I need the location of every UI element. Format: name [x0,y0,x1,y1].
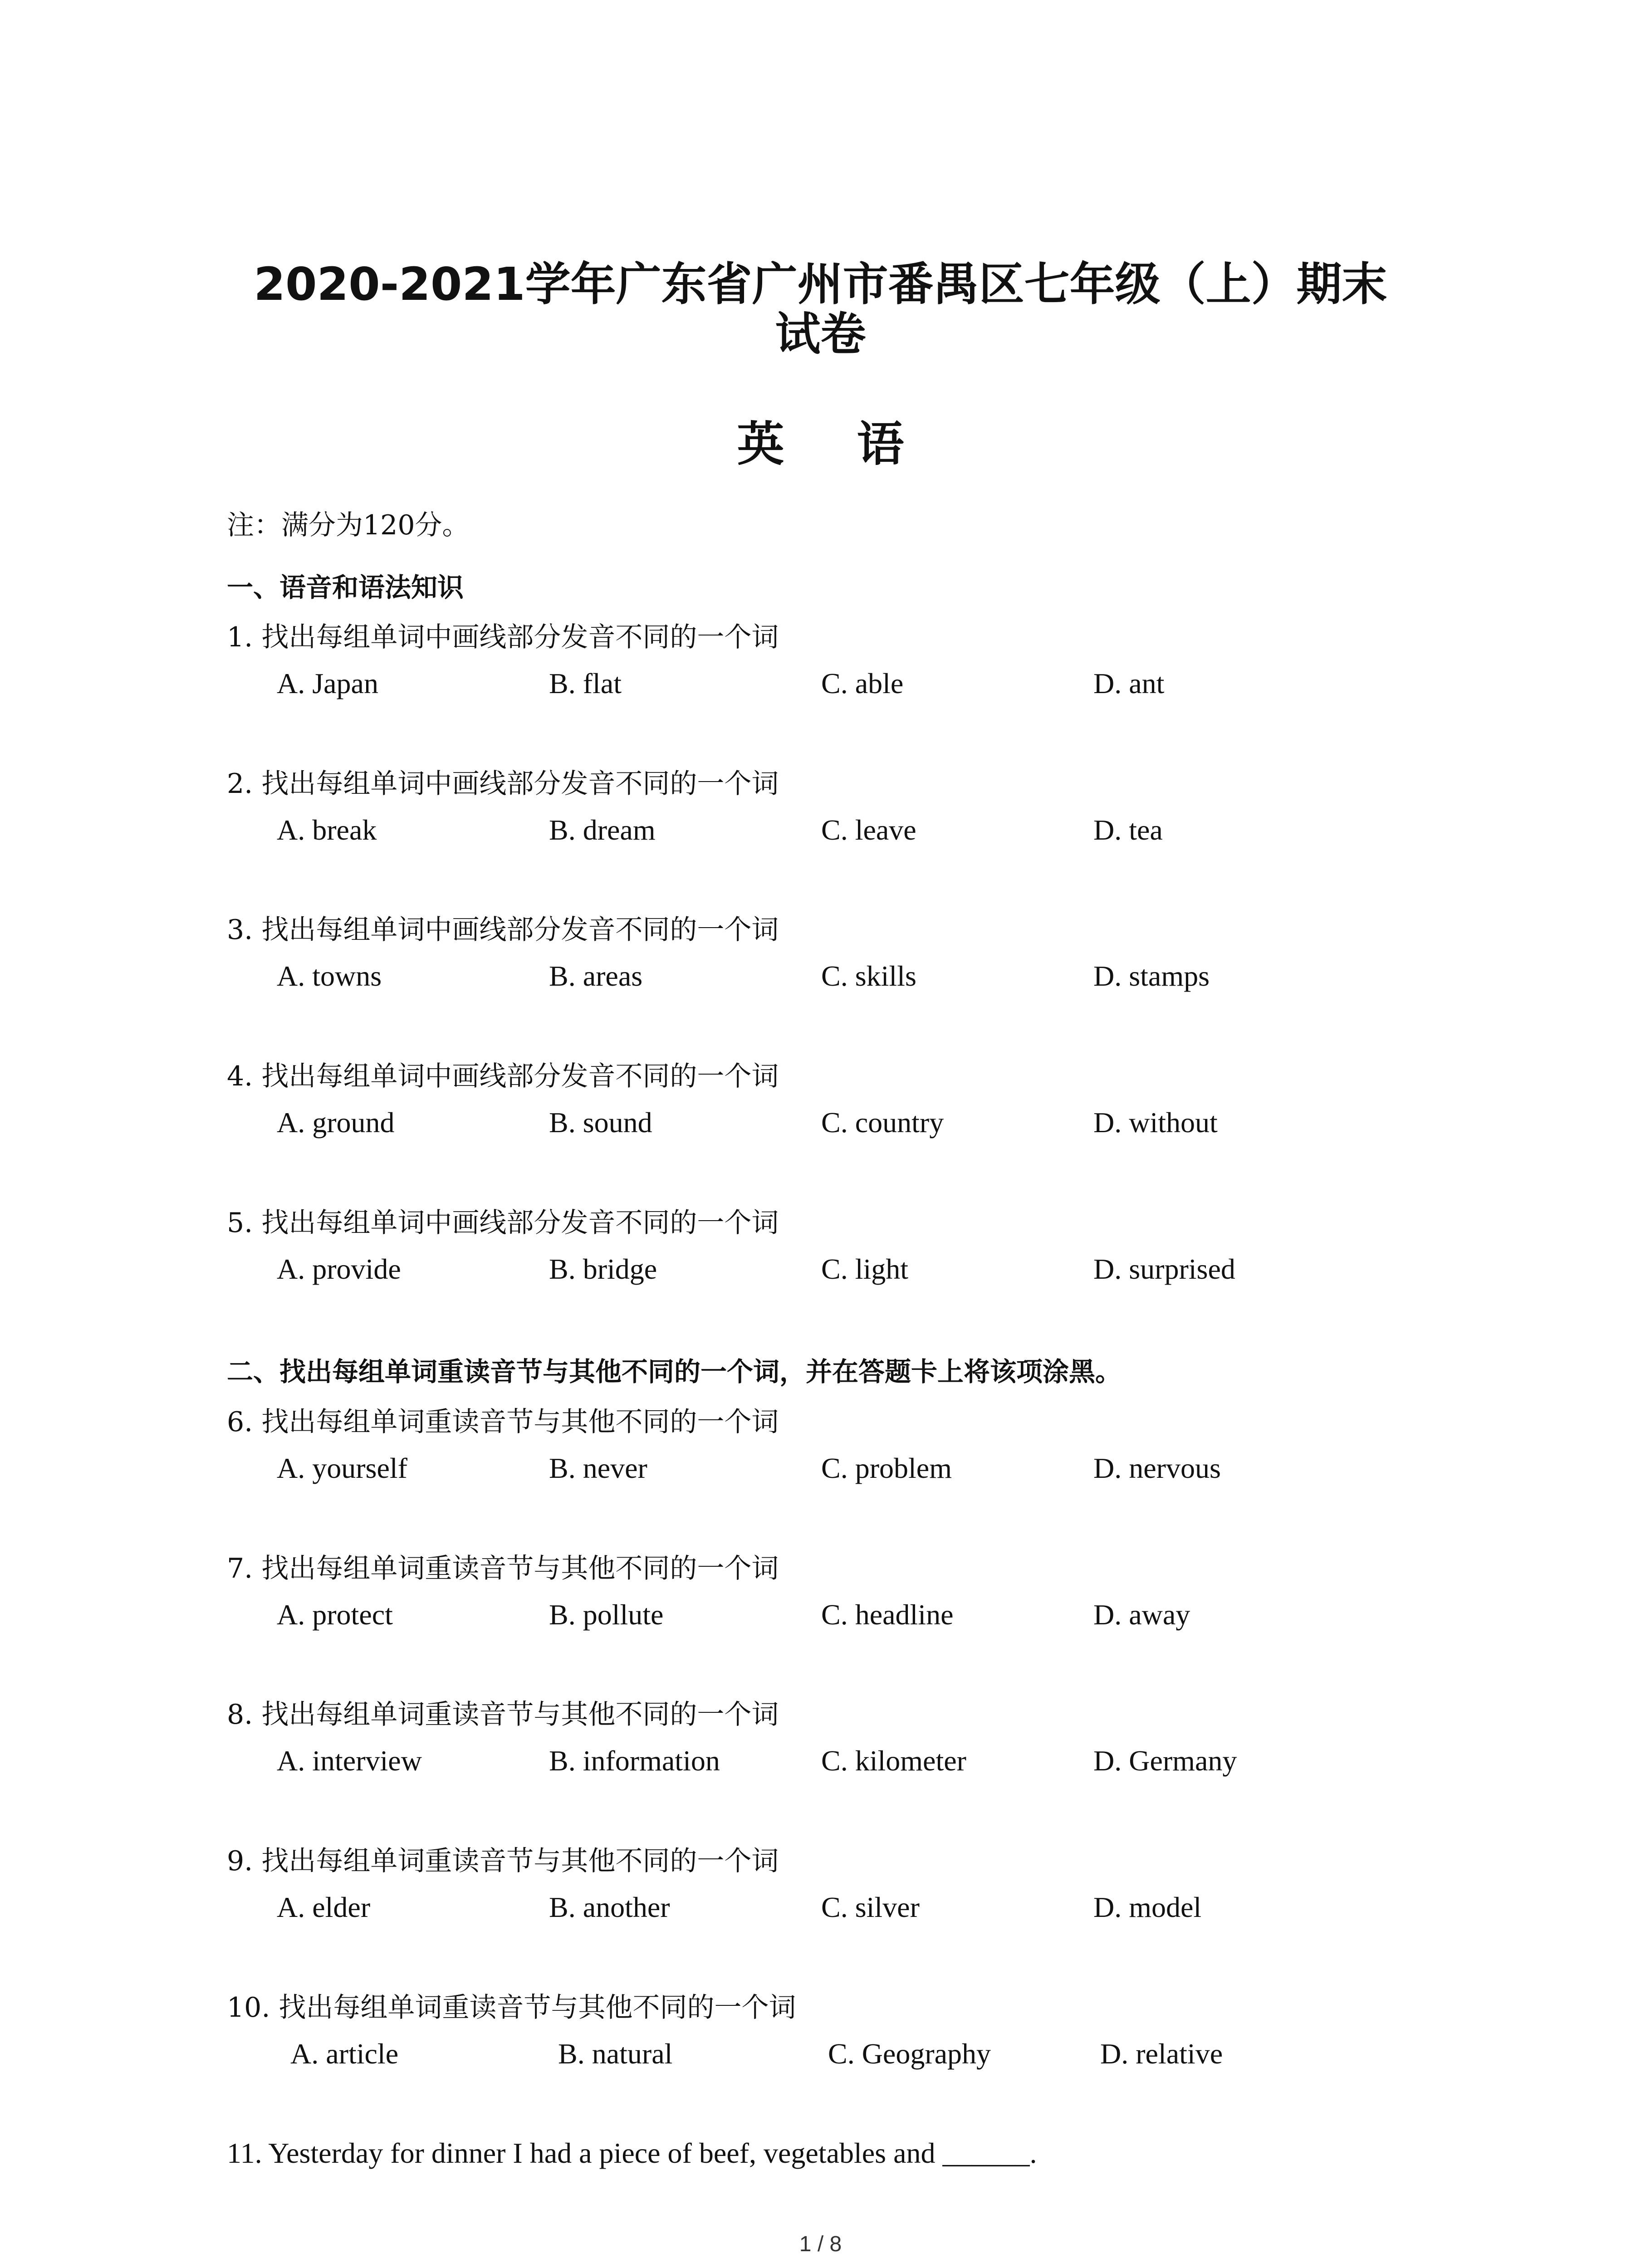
option-c: C. problem [821,1452,952,1484]
exam-title-line-1: 2020-2021学年广东省广州市番禺区七年级（上）期末 [254,258,1387,311]
option-d: D. without [1093,1106,1218,1139]
question-stem: 10. 找出每组单词重读音节与其他不同的一个词 [227,1992,796,2024]
option-d: D. surprised [1093,1253,1235,1285]
option-a: A. Japan [277,667,378,699]
options-row [227,1106,1452,1147]
options-row [227,1598,1452,1639]
option-b: B. areas [549,960,643,992]
option-c: C. kilometer [821,1745,966,1777]
option-a: A. yourself [277,1452,407,1484]
question-4 [227,1058,1452,1147]
option-b: B. pollute [549,1598,664,1631]
question-11: 11. Yesterday for dinner I had a piece of beef, vegetables and ______. [227,2137,1037,2169]
option-c: C. Geography [828,2038,991,2070]
option-d: D. stamps [1093,960,1210,992]
option-d: D. ant [1093,667,1165,699]
option-b: B. natural [558,2038,673,2070]
question-stem: 9. 找出每组单词重读音节与其他不同的一个词 [227,1845,779,1877]
question-stem: 8. 找出每组单词重读音节与其他不同的一个词 [227,1699,779,1730]
option-b: B. never [549,1452,647,1484]
option-c: C. skills [821,960,916,992]
question-stem: 5. 找出每组单词中画线部分发音不同的一个词 [227,1207,779,1239]
options-row [227,1744,1452,1785]
question-10 [227,1989,1452,2078]
options-row [227,667,1452,708]
question-9 [227,1843,1452,1931]
option-d: D. tea [1093,814,1163,846]
option-b: B. dream [549,814,656,846]
subject-heading: 英语 [737,416,977,472]
page-number: 1 / 8 [799,2232,842,2256]
option-a: A. towns [277,960,382,992]
options-row [227,1891,1452,1931]
question-stem: 6. 找出每组单词重读音节与其他不同的一个词 [227,1406,779,1438]
options-row [227,813,1452,854]
option-b: B. information [549,1745,720,1777]
section-heading-1: 一、语音和语法知识 [227,572,464,603]
option-d: D. model [1093,1891,1202,1923]
option-d: D. nervous [1093,1452,1221,1484]
option-b: B. flat [549,667,622,699]
question-stem: 4. 找出每组单词中画线部分发音不同的一个词 [227,1061,779,1092]
question-7 [227,1550,1452,1639]
option-a: A. protect [277,1598,393,1631]
option-a: A. ground [277,1106,395,1139]
option-c: C. leave [821,814,916,846]
option-b: B. another [549,1891,670,1923]
options-row [227,2037,1452,2078]
question-stem: 3. 找出每组单词中画线部分发音不同的一个词 [227,914,779,946]
option-d: D. Germany [1093,1745,1237,1777]
question-stem: 2. 找出每组单词中画线部分发音不同的一个词 [227,768,779,800]
exam-title-line-2: 试卷 [775,308,866,361]
option-c: C. silver [821,1891,920,1923]
question-2 [227,766,1452,854]
option-a: A. provide [277,1253,401,1285]
question-stem: 1. 找出每组单词中画线部分发音不同的一个词 [227,621,779,653]
options-row [227,1252,1452,1293]
option-b: B. bridge [549,1253,657,1285]
section-heading-2: 二、找出每组单词重读音节与其他不同的一个词，并在答题卡上将该项涂黑。 [227,1356,1122,1387]
option-a: A. interview [277,1745,422,1777]
option-a: A. article [290,2038,399,2070]
option-a: A. elder [277,1891,371,1923]
question-1 [227,619,1452,708]
options-row [227,959,1452,1000]
question-3 [227,912,1452,1000]
option-c: C. country [821,1106,944,1139]
option-b: B. sound [549,1106,652,1139]
option-c: C. able [821,667,904,699]
question-stem: 7. 找出每组单词重读音节与其他不同的一个词 [227,1553,779,1584]
question-5 [227,1205,1452,1293]
option-d: D. away [1093,1598,1190,1631]
question-6 [227,1404,1452,1492]
option-a: A. break [277,814,377,846]
options-row [227,1452,1452,1492]
question-8 [227,1696,1452,1785]
option-c: C. headline [821,1598,954,1631]
option-d: D. relative [1100,2038,1223,2070]
option-c: C. light [821,1253,909,1285]
score-note: 注：满分为120分。 [227,509,470,541]
